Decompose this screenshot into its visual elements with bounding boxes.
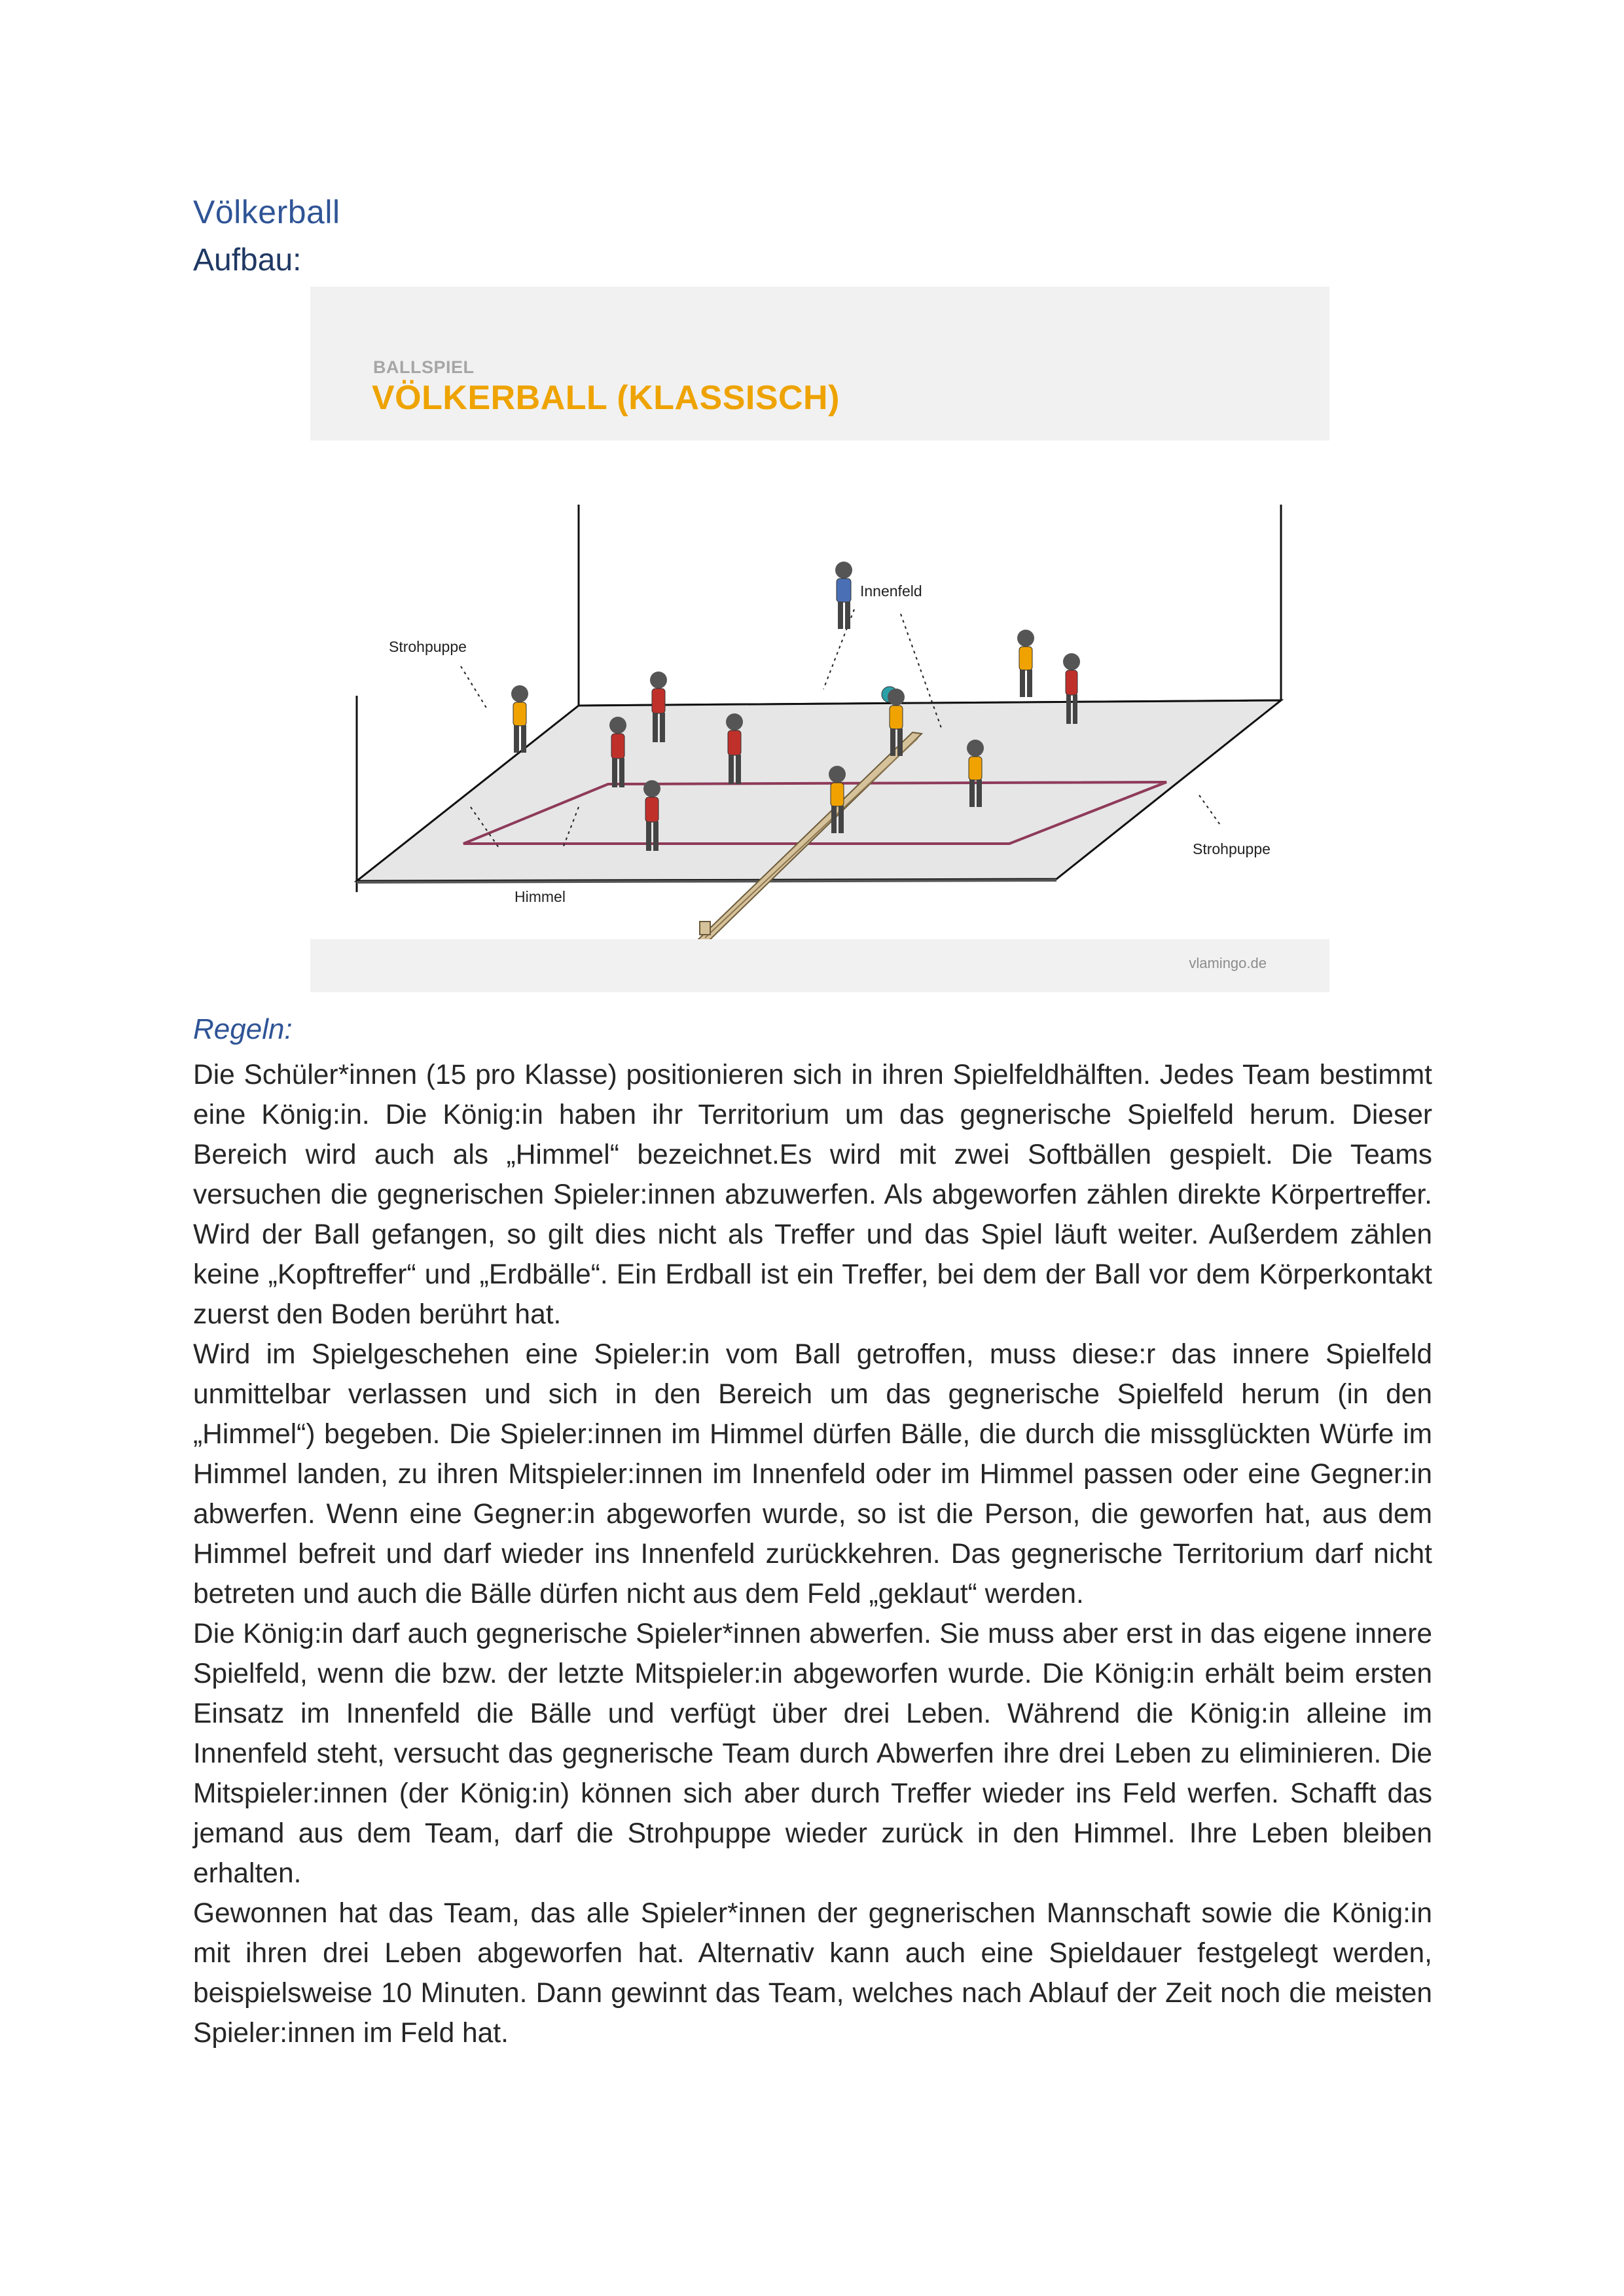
document-title: Völkerball — [193, 194, 340, 230]
label-himmel: Himmel — [514, 888, 566, 905]
infographic-kicker: BALLSPIEL — [373, 357, 475, 377]
rules-paragraph: Gewonnen hat das Team, das alle Spieler*innen der gegnerischen Mannschaft sowie die König:in mit ihren drei Leben abgeworfen hat. Alternativ kann auch eine Spieldauer festgelegt werden, beispielsweise 10 Minuten. Dann gewinnt das Team, welches nach Ablauf der Zeit noch die meisten Spieler:innen im Feld hat. — [193, 1898, 1432, 2049]
volkerball-infographic — [310, 287, 1329, 992]
rules-paragraph: Die König:in darf auch gegnerische Spieler*innen abwerfen. Sie muss aber erst in das eigene innere Spielfeld, wenn die bzw. der letzte Mitspieler:in abgeworfen wurde. Die König:in erhält beim ersten Einsatz im Innenfeld die Bälle und verfügt über drei Leben. Während die König:in alleine im Innenfeld steht, versucht das gegnerische Team durch Abwerfen ihre drei Leben zu eliminieren. Die Mitspieler:innen (der König:in) können sich aber durch Treffer wieder ins Feld werfen. Schafft das jemand aus dem Team, darf die Strohpuppe wieder zurück in den Himmel. Ihre Leben bleiben erhalten. — [193, 1619, 1432, 1889]
player-yellow-4 — [1017, 630, 1034, 697]
infographic-title: VÖLKERBALL (KLASSISCH) — [372, 379, 840, 417]
rules-text — [193, 1055, 1432, 2053]
section-heading-setup: Aufbau: — [193, 243, 302, 278]
infographic-header — [310, 287, 1329, 440]
rules-paragraph: Die Schüler*innen (15 pro Klasse) positionieren sich in ihren Spielfeldhälften. Jedes Team bestimmt eine König:in. Die König:in haben ihr Territorium um das gegnerische Spielfeld herum. Dieser Bereich wird auch als „Himmel“ bezeichnet.Es wird mit zwei Softbällen gespielt. Die Teams versuchen die gegnerischen Spieler:innen abzuwerfen. Als abgeworfen zählen direkte Körpertreffer. Wird der Ball gefangen, so gilt dies nicht als Treffer und das Spiel läuft weiter. Außerdem zählen keine „Kopftreffer“ und „Erdbälle“. Ein Erdball ist ein Treffer, bei dem der Ball vor dem Körperkontakt zuerst den Boden berührt hat. — [193, 1060, 1432, 1330]
label-innenfeld: Innenfeld — [860, 583, 922, 600]
label-strohpuppe-left: Strohpuppe — [389, 638, 467, 655]
label-strohpuppe-right: Strohpuppe — [1193, 840, 1271, 857]
player-strohpuppe-left — [511, 685, 528, 753]
infographic-credit: vlamingo.de — [1189, 955, 1267, 971]
player-king-blue — [835, 562, 852, 629]
infographic-footer — [310, 939, 1329, 992]
section-heading-rules: Regeln: — [193, 1013, 293, 1045]
rules-paragraph: Wird im Spielgeschehen eine Spieler:in vom Ball getroffen, muss diese:r das innere Spielfeld unmittelbar verlassen und sich in den Bereich um das gegnerische Spielfeld herum (in den „Himmel“) begeben. Die Spieler:innen im Himmel dürfen Bälle, die durch die missglückten Würfe im Himmel landen, zu ihren Mitspieler:innen im Innenfeld oder im Himmel passen oder eine Gegner:in abwerfen. Wenn eine Gegner:in abgeworfen wurde, so ist die Person, die geworfen hat, aus dem Himmel befreit und darf wieder ins Innenfeld zurückkehren. Das gegnerische Territorium darf nicht betreten und auch die Bälle dürfen nicht aus dem Feld „geklaut“ werden. — [193, 1339, 1432, 1609]
court-illustration — [310, 440, 1329, 939]
